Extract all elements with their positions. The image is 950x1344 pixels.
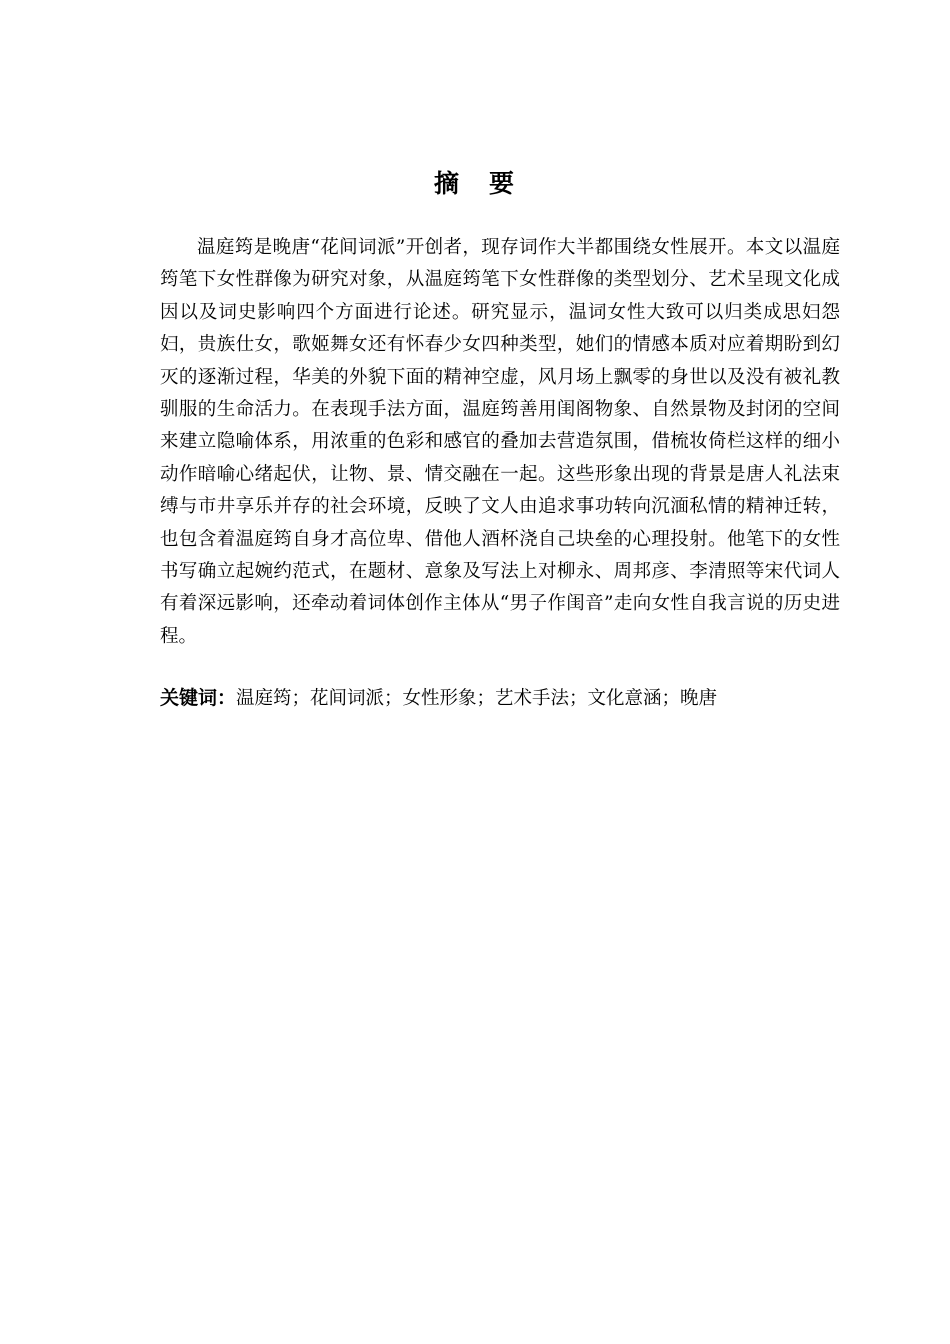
abstract-paragraph: 温庭筠是晚唐“花间词派”开创者，现存词作大半都围绕女性展开。本文以温庭筠笔下女性群像为研究对象，从温庭筠笔下女性群像的类型划分、艺术呈现文化成因以及词史影响四个方面进行论述。研究显示，温词女性大致可以归类成思妇怨妇，贵族仕女，歌姬舞女还有怀春少女四种类型，她们的情感本质对应着期盼到幻灭的逐渐过程，华美的外貌下面的精神空虚，风月场上飘零的身世以及没有被礼教驯服的生命活力。在表现手法方面，温庭筠善用闺阁物象、自然景物及封闭的空间来建立隐喻体系，用浓重的色彩和感官的叠加去营造氛围，借梳妆倚栏这样的细小动作暗喻心绪起伏，让物、景、情交融在一起。这些形象出现的背景是唐人礼法束缚与市井享乐并存的社会环境，反映了文人由追求事功转向沉湎私情的精神迁转，也包含着温庭筠自身才高位卑、借他人酒杯浇自己块垒的心理投射。他笔下的女性书写确立起婉约范式，在题材、意象及写法上对柳永、周邦彦、李清照等宋代词人有着深远影响，还牵动着词体创作主体从“男子作闺音”走向女性自我言说的历史进程。 <box>160 237 840 647</box>
abstract-title-char-2: 要 <box>489 169 517 198</box>
keywords-label: 关键词： <box>160 687 237 709</box>
abstract-title-char-1: 摘 <box>433 169 461 198</box>
keywords-line <box>160 682 860 715</box>
abstract-title <box>0 164 950 204</box>
keywords-text: 温庭筠；花间词派；女性形象；艺术手法；文化意涵；晚唐 <box>236 688 718 709</box>
